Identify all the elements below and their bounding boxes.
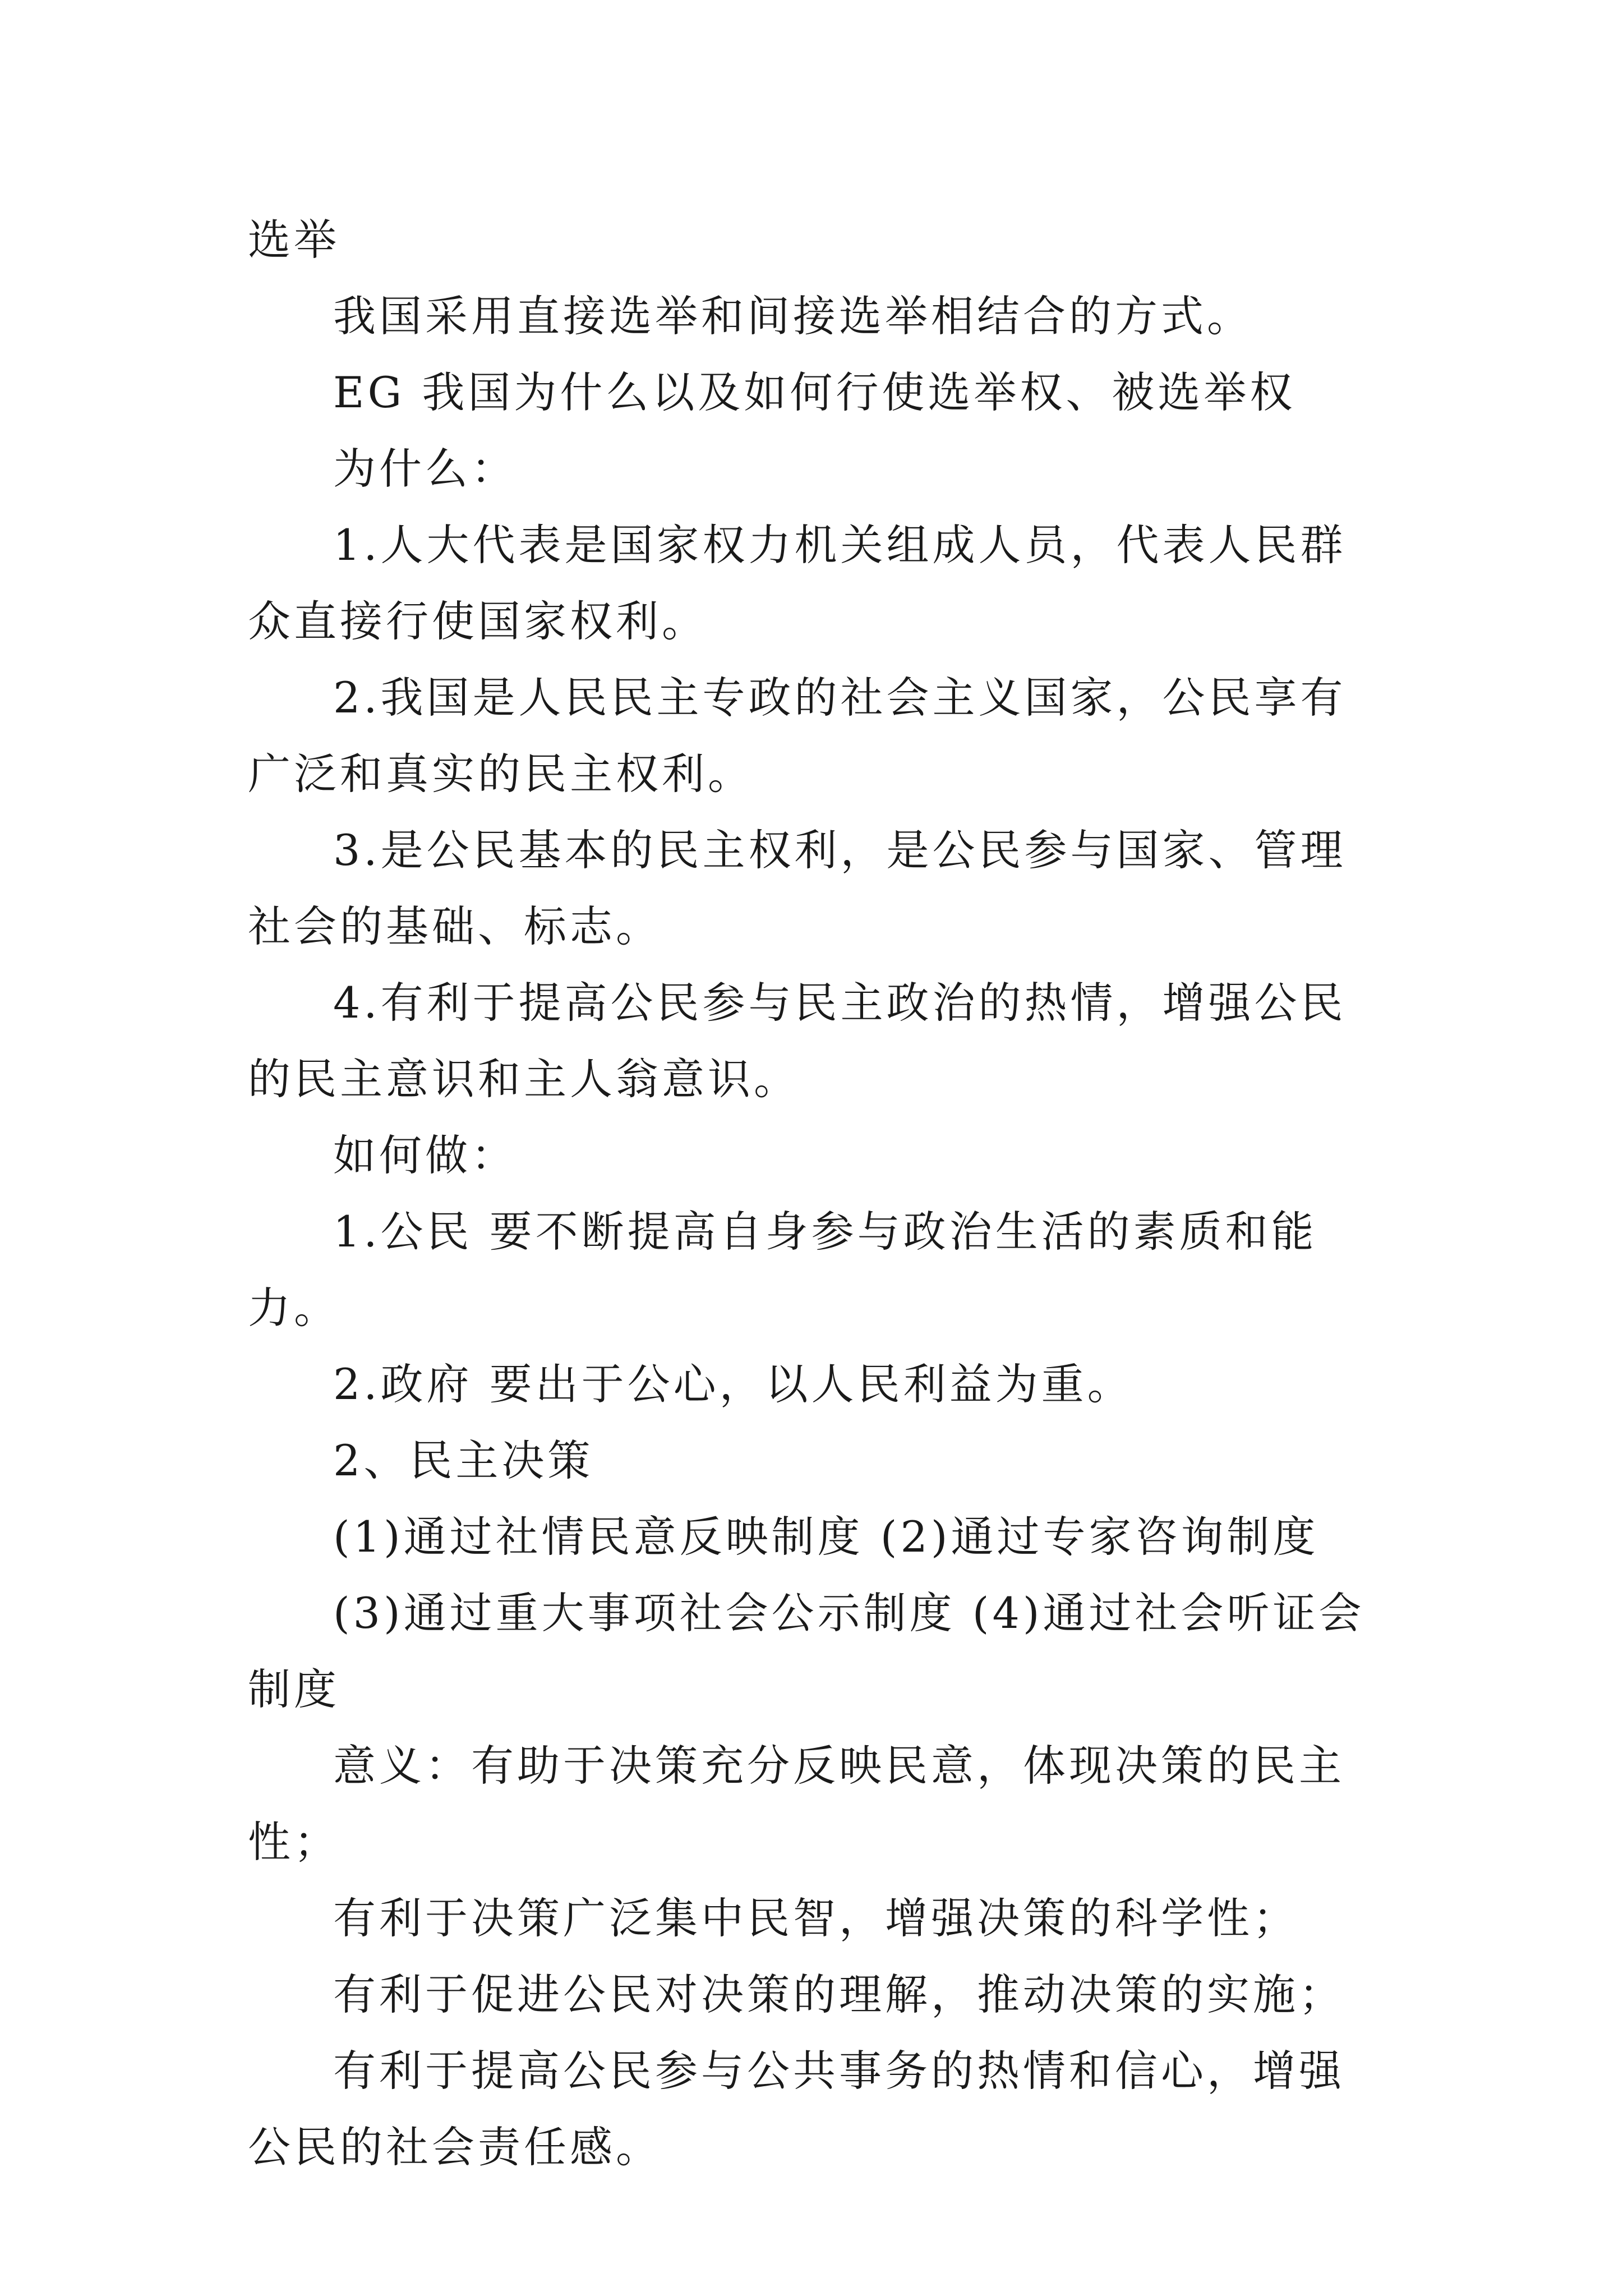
paragraph: 1.人大代表是国家权力机关组成人员，代表人民群众直接行使国家权利。 (248, 520, 1347, 646)
paragraph: 1.公民 要不断提高自身参与政治生活的素质和能力。 (248, 1207, 1317, 1333)
paragraph: 我国采用直接选举和间接选举相结合的方式。 (333, 291, 1253, 341)
paragraph: 2.我国是人民民主专政的社会主义国家，公民享有广泛和真实的民主权利。 (248, 673, 1347, 799)
paragraph: (1)通过社情民意反映制度 (2)通过专家咨询制度 (333, 1512, 1319, 1562)
paragraph: 有利于提高公民参与公共事务的热情和信心，增强公民的社会责任感。 (248, 2046, 1345, 2172)
paragraph: 为什么： (333, 444, 517, 494)
paragraph: 有利于促进公民对决策的理解，推动决策的实施； (333, 1970, 1345, 2019)
paragraph-heading-election: 选举 (248, 215, 340, 265)
paragraph: 2、民主决策 (333, 1435, 594, 1485)
paragraph: 如何做： (333, 1130, 517, 1180)
paragraph: EG 我国为什么以及如何行使选举权、被选举权 (333, 367, 1296, 417)
paragraph: 有利于决策广泛集中民智，增强决策的科学性； (333, 1893, 1299, 1943)
paragraph: 3.是公民基本的民主权利，是公民参与国家、管理社会的基础、标志。 (248, 825, 1347, 951)
paragraph: 意义：有助于决策充分反映民意，体现决策的民主性； (248, 1741, 1345, 1867)
paragraph: (3)通过重大事项社会公示制度 (4)通过社会听证会制度 (248, 1588, 1365, 1714)
paragraph: 2.政府 要出于公心，以人民利益为重。 (333, 1359, 1133, 1409)
paragraph: 4.有利于提高公民参与民主政治的热情，增强公民的民主意识和主人翁意识。 (248, 978, 1347, 1104)
document-body (248, 202, 1381, 2185)
